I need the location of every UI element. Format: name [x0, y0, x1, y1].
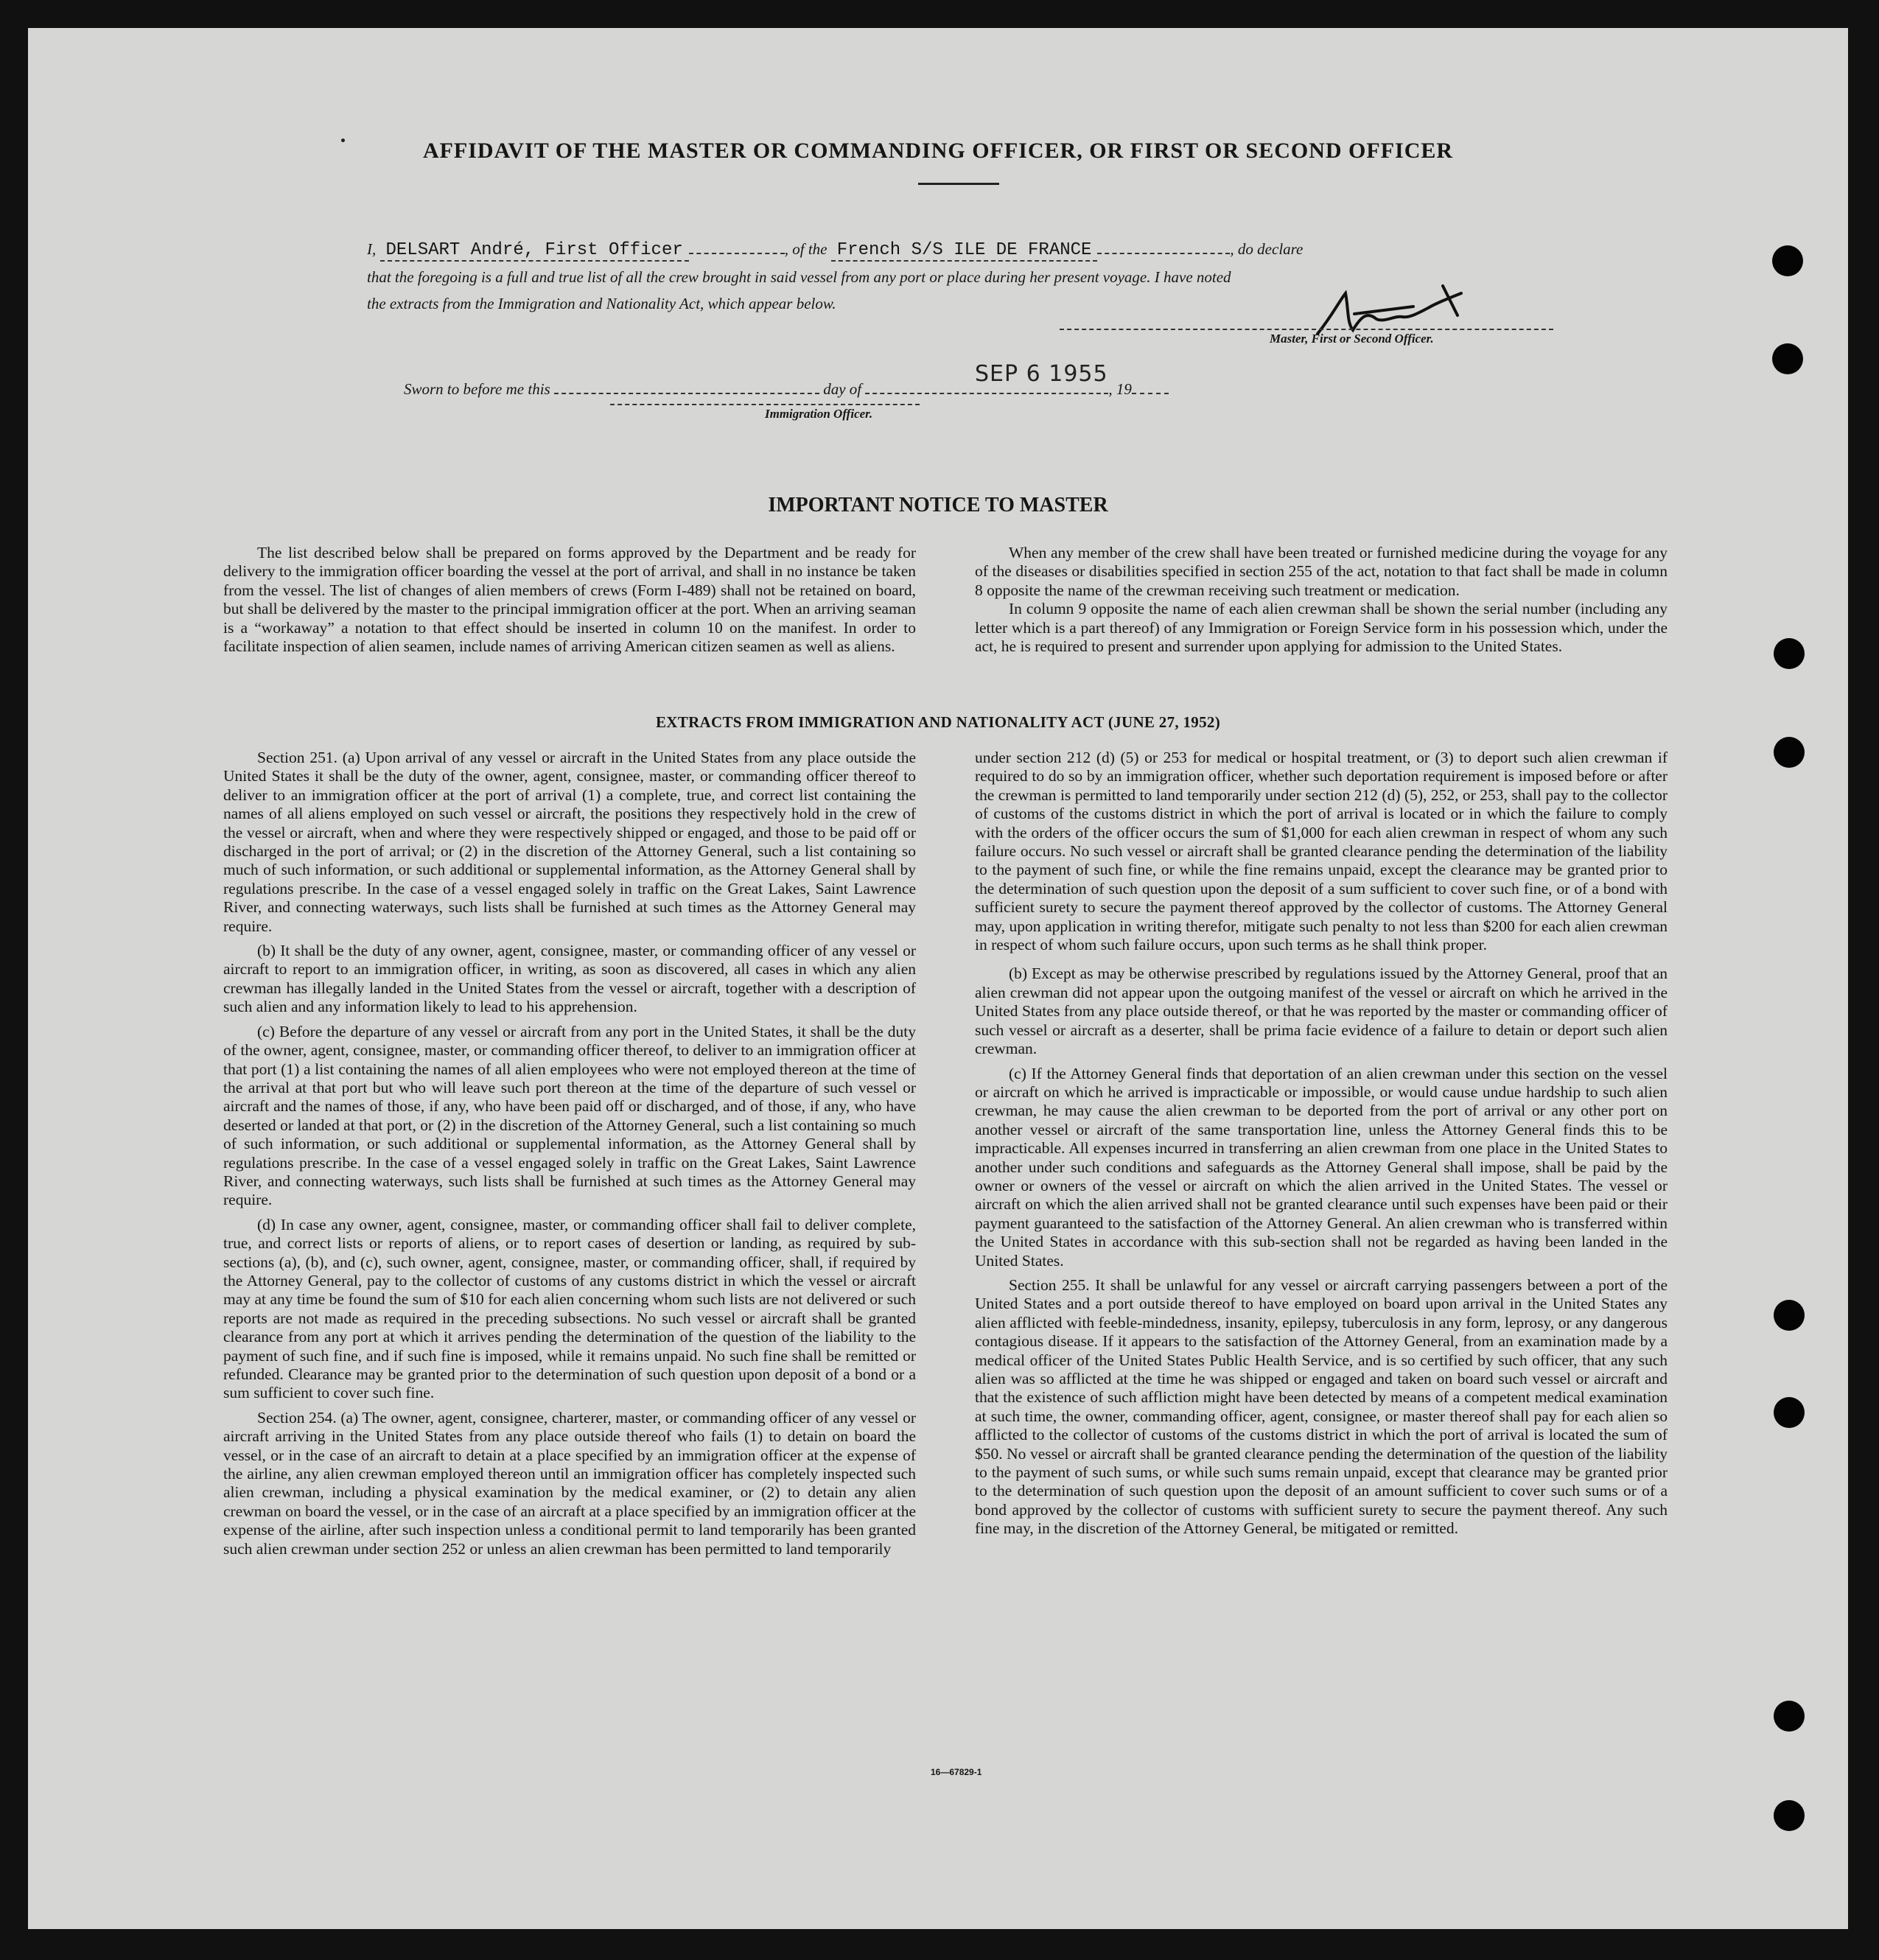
punch-hole	[1774, 1397, 1805, 1428]
immigration-officer-label: Immigration Officer.	[765, 407, 873, 421]
signature-line	[1060, 329, 1553, 330]
act-paragraph: under section 212 (d) (5) or 253 for medical or hospital treatment, or (3) to deport such alien crewman if required to do so by an immigration officer, whether such deportation requirement is imposed before or after the crewman is permitted to land temporarily under section 212 (d) (5), 252, or 253, shall pay to the collector of customs of the customs district in which the port of arrival is located or in which the failure to comply with the orders of the officer occurs the sum of $1,000 for each alien crewman in respect of whom any such failure occurs. No such vessel or aircraft shall be granted clearance pending the determination of the liability to the payment of such fine, or while the fine remains unpaid, except the clearance may be granted prior to the determination of such question upon the deposit of a sum sufficient to cover such fine, or of a bond with sufficient surety to secure the payment thereof approved by the collector of customs. The Attorney General may, upon application in writing therefor, mitigate such penalty to not less than $200 for each alien crewman in respect of whom such failure occurs, upon such terms as he shall think proper.	[975, 749, 1668, 954]
form-number: 16—67829-1	[931, 1767, 982, 1777]
affidavit-title: AFFIDAVIT OF THE MASTER OR COMMANDING OFFICER, OR FIRST OR SECOND OFFICER	[422, 139, 1454, 163]
year-blank	[1132, 378, 1169, 394]
punch-hole	[1772, 245, 1803, 276]
name-field-fill	[689, 238, 785, 254]
notice-paragraph: When any member of the crew shall have been treated or furnished medicine during the voyage for any of the diseases or disabilities specified in section 255 of the act, notation to that fact shall be made in column 8 opposite the name of the crewman receiving such treatment or medication.	[975, 544, 1668, 599]
notice-paragraph: In column 9 opposite the name of each alien crewman shall be shown the serial number (including any letter which is a part thereof) of any Immigration or Foreign Service form in his possession which, under the act, he is required to present and surrender upon applying for admission to the United States.	[975, 600, 1668, 656]
act-paragraph: Section 251. (a) Upon arrival of any vessel or aircraft in the United States from any place outside the United States it shall be the duty of the owner, agent, consignee, master, or commanding officer thereof to deliver to an immigration officer at the port of arrival (1) a complete, true, and correct list containing the names of all aliens employed on such vessel or aircraft, the positions they respectively hold in the crew of the vessel or aircraft, when and where they were respectively shipped or engaged, and those to be paid off or discharged in the port of arrival; or (2) in the discretion of the Attorney General, such a list containing so much of such information, or such additional or supplemental information, as the Attorney General shall by regulations prescribe. In the case of a vessel engaged solely in traffic on the Great Lakes, Saint Lawrence River, and connecting waterways, such lists shall be furnished at such times as the Attorney General may require.	[223, 749, 916, 935]
notice-left-column	[223, 544, 916, 656]
signature-label: Master, First or Second Officer.	[1270, 332, 1434, 346]
punch-hole	[1774, 1800, 1805, 1831]
declaration-line-3: the extracts from the Immigration and Nationality Act, which appear below.	[367, 295, 836, 312]
declaration-of-the: , of the	[784, 240, 827, 258]
immigration-officer-line	[610, 404, 920, 405]
date-stamp: SEP 6 1955	[975, 361, 1108, 387]
act-paragraph: (d) In case any owner, agent, consignee, master, or commanding officer shall fail to deliver complete, true, and correct lists or reports of aliens, or to report cases of desertion or landing, as required by sub-sections (a), (b), and (c), such owner, agent, consignee, master, or commanding officer, shall, if required by the Attorney General, pay to the collector of customs of any customs district in which the vessel or aircraft may at any time be found the sum of $10 for each alien concerning whom such lists are not delivered or such reports are not made as required in the preceding subsections. No such vessel or aircraft shall be granted clearance from any port at which it arrives pending the determination of the question of the liability to the payment of such fine, and if such fine is imposed, while it remains unpaid. No such fine shall be remitted or refunded. Clearance may be granted prior to the determination of such question upon deposit of a bond or a sum sufficient to cover such fine.	[223, 1215, 916, 1402]
punch-hole	[1774, 737, 1805, 768]
title-rule	[918, 183, 999, 185]
act-paragraph: (b) It shall be the duty of any owner, agent, consignee, master, or commanding officer of any vessel or aircraft to report to an immigration officer, in writing, as soon as discovered, all cases in which any alien crewman has illegally landed in the United States from the vessel or aircraft, together with a description of such alien and any information likely to lead to his apprehension.	[223, 942, 916, 1016]
notice-title: IMPORTANT NOTICE TO MASTER	[768, 494, 1108, 517]
extracts-left-column	[223, 749, 916, 1558]
punch-hole	[1774, 1300, 1805, 1331]
act-paragraph: (c) Before the departure of any vessel or aircraft from any port in the United States, it shall be the duty of the owner, agent, consignee, master, or commanding officer thereof, to deliver to an immigration officer at that port (1) a list containing the names of all alien employees who were not employed thereon at the time of the arrival at that port but who will leave such port thereon at the time of the departure of such vessel or aircraft and the names of those, if any, who have been paid off or discharged, and of those, if any, who have deserted or landed at that port, or (2) in the discretion of the Attorney General, such a list containing so much of such information, or such additional or supplemental information, as the Attorney General shall by regulations prescribe. In the case of a vessel engaged solely in traffic on the Great Lakes, Saint Lawrence River, and connecting waterways, such lists shall be furnished at such times as the Attorney General may require.	[223, 1022, 916, 1209]
act-paragraph: (b) Except as may be otherwise prescribed by regulations issued by the Attorney General, proof that an alien crewman did not appear upon the outgoing manifest of the vessel or aircraft on which he arrived in the United States from any place outside thereof, or that he was reported by the master or commanding officer of such vessel or aircraft as a deserter, shall be prima facie evidence of a failure to detain or deport such alien crewman.	[975, 965, 1668, 1058]
act-paragraph: Section 254. (a) The owner, agent, consignee, charterer, master, or commanding officer of any vessel or aircraft arriving in the United States from any place outside thereof who fails (1) to detain on board the vessel, or in the case of an aircraft to detain at a place specified by an immigration officer at the expense of the airline, any alien crewman employed thereon until an immigration officer has completely inspected such alien crewman, including a physical examination by the medical examiner, or (2) to detain any alien crewman on board the vessel, or in the case of an aircraft at a place specified by an immigration officer at the expense of the airline, after such inspection unless a conditional permit to land temporarily has been granted such alien crewman under section 252 or unless an alien crewman has been permitted to land temporarily	[223, 1408, 916, 1558]
sworn-blank	[554, 378, 819, 394]
act-paragraph: (c) If the Attorney General finds that deportation of an alien crewman under this section on the vessel or aircraft on which he arrived is impracticable or impossible, or would cause undue hardship to such alien crewman, he may cause the alien crewman to be deported from the port of arrival or any other port on another vessel or aircraft of the same transportation line, unless the Attorney General finds this to be impracticable. All expenses incurred in transferring an alien crewman from one place in the United States to another under such conditions and safeguards as the Attorney General shall impose, shall be paid by the owner or owners of the vessel or aircraft on which the alien arrived in the United States. The vessel or aircraft on which the alien arrived shall not be granted clearance until such expenses have been paid or their payment guaranteed to the satisfaction of the Attorney General. An alien crewman who is transferred within the United States in accordance with this sub-section shall not be regarded as having been landed in the United States.	[975, 1064, 1668, 1270]
extracts-title: EXTRACTS FROM IMMIGRATION AND NATIONALITY ACT (JUNE 27, 1952)	[656, 713, 1220, 731]
act-paragraph: Section 255. It shall be unlawful for any vessel or aircraft carrying passengers between a port of the United States and a port outside thereof to have employed on board upon arrival in the United States any alien afflicted with feeble-mindedness, insanity, epilepsy, tuberculosis in any form, leprosy, or any dangerous contagious disease. If it appears to the satisfaction of the Attorney General, from an examination made by a medical officer of the United States Public Health Service, and is so certified by such officer, that any such alien was so afflicted at the time he was shipped or engaged and taken on board such vessel or aircraft and that the existence of such affliction might have been detected by means of a competent medical examination at such time, the owner, commanding officer, agent, consignee, or master thereof shall pay for each alien so afflicted to the collector of customs of the customs district in which the port of arrival is located the sum of $50. No vessel or aircraft shall be granted clearance pending the determination of the question of the liability to the payment of such sums, or while such sums remain unpaid, except that clearance may be granted prior to the determination of such question upon the deposit of an amount sufficient to cover such sums or of a bond approved by the collector of customs with sufficient surety to secure the payment thereof. Any such fine may, in the discretion of the Attorney General, be mitigated or remitted.	[975, 1275, 1668, 1538]
declaration-line-1	[367, 236, 1561, 264]
punch-hole	[1772, 343, 1803, 374]
extracts-right-column	[975, 749, 1668, 1539]
affidavit-sheet	[28, 28, 1848, 1929]
day-of-text: day of	[823, 380, 862, 398]
officer-name-field: DELSART André, First Officer	[380, 240, 689, 262]
notice-paragraph: The list described below shall be prepared on forms approved by the Department and be ready for delivery to the immigration officer boarding the vessel at the port of arrival, and shall in no instance be taken from the vessel. The list of changes of alien members of crews (Form I-489) shall not be retained on board, but shall be delivered by the master to the principal immigration officer at the port. When an arriving seaman is a “workaway” a notation to that effect should be inserted in column 10 on the manifest. In order to facilitate inspection of alien seamen, include names of arriving American citizen seamen as well as aliens.	[223, 544, 916, 656]
punch-hole	[1774, 638, 1805, 669]
year-prefix: , 19	[1108, 380, 1132, 398]
declaration-do-declare: , do declare	[1230, 240, 1304, 258]
document-page	[28, 28, 1848, 1929]
punch-hole	[1774, 1701, 1805, 1732]
sworn-text: Sworn to before me this	[404, 380, 550, 398]
declaration-line-2: that the foregoing is a full and true list of all the crew brought in said vessel from any port or place during her present voyage. I have noted	[367, 268, 1231, 286]
vessel-field: French S/S ILE DE FRANCE	[831, 240, 1098, 262]
vessel-field-fill	[1097, 238, 1230, 254]
notice-right-column	[975, 544, 1668, 656]
declaration-i: I,	[367, 240, 377, 258]
